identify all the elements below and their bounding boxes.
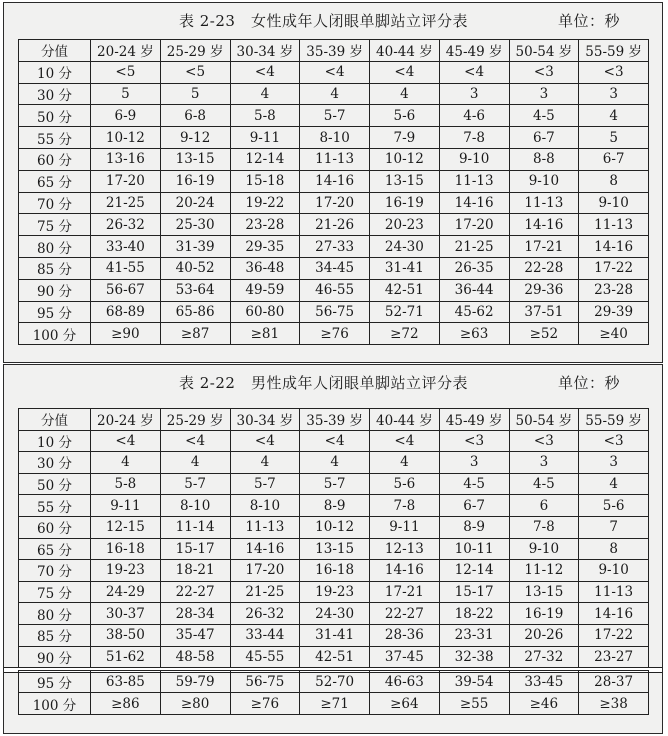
- seconds-cell: 39-54: [439, 671, 509, 693]
- seconds-cell: 23-28: [230, 214, 300, 236]
- seconds-cell: 5-6: [370, 473, 440, 495]
- seconds-cell: 60-80: [230, 301, 300, 323]
- seconds-cell: 56-67: [91, 279, 161, 301]
- age-group-header: 40-44 岁: [370, 40, 440, 62]
- table-row: [19, 105, 649, 127]
- seconds-cell: 17-20: [230, 560, 300, 582]
- score-cell: 90 分: [19, 279, 91, 301]
- score-cell: 50 分: [19, 105, 91, 127]
- seconds-cell: 5-6: [579, 495, 649, 517]
- seconds-cell: 28-36: [370, 624, 440, 646]
- seconds-cell: 8-9: [300, 495, 370, 517]
- seconds-cell: 22-28: [509, 257, 579, 279]
- age-group-header: 20-24 岁: [91, 409, 161, 431]
- table-row: [19, 323, 649, 345]
- seconds-cell: 11-13: [230, 516, 300, 538]
- seconds-cell: ≥90: [91, 323, 161, 345]
- seconds-cell: 32-38: [439, 646, 509, 668]
- age-group-header: 55-59 岁: [579, 409, 649, 431]
- seconds-cell: <5: [91, 61, 161, 83]
- male-table-body-continued: [19, 671, 649, 715]
- seconds-cell: 7-8: [509, 516, 579, 538]
- age-group-header: 50-54 岁: [509, 409, 579, 431]
- seconds-cell: 6: [509, 495, 579, 517]
- seconds-cell: 63-85: [91, 671, 161, 693]
- seconds-cell: 13-15: [160, 148, 230, 170]
- seconds-cell: 8-10: [160, 495, 230, 517]
- score-cell: 80 分: [19, 603, 91, 625]
- seconds-cell: <4: [91, 430, 161, 452]
- table-row: [19, 646, 649, 668]
- seconds-cell: <3: [509, 61, 579, 83]
- score-cell: 90 分: [19, 646, 91, 668]
- age-group-header: 30-34 岁: [230, 409, 300, 431]
- seconds-cell: 11-12: [509, 560, 579, 582]
- seconds-cell: ≥55: [439, 693, 509, 715]
- seconds-cell: 59-79: [160, 671, 230, 693]
- seconds-cell: 10-12: [300, 516, 370, 538]
- score-cell: 60 分: [19, 148, 91, 170]
- seconds-cell: 11-13: [579, 214, 649, 236]
- table-row: [19, 236, 649, 258]
- seconds-cell: <4: [160, 430, 230, 452]
- table-row: [19, 603, 649, 625]
- female-header-row: [19, 40, 649, 62]
- seconds-cell: 17-22: [579, 257, 649, 279]
- seconds-cell: 8-8: [509, 148, 579, 170]
- score-cell: 65 分: [19, 170, 91, 192]
- male-header-row: [19, 409, 649, 431]
- seconds-cell: 13-15: [509, 581, 579, 603]
- age-group-header: 35-39 岁: [300, 409, 370, 431]
- seconds-cell: 5: [91, 83, 161, 105]
- seconds-cell: 11-13: [509, 192, 579, 214]
- table-row: [19, 301, 649, 323]
- seconds-cell: 4-5: [439, 473, 509, 495]
- seconds-cell: 21-25: [230, 581, 300, 603]
- seconds-cell: 13-15: [370, 170, 440, 192]
- table-row: [19, 624, 649, 646]
- seconds-cell: 3: [509, 452, 579, 474]
- seconds-cell: 24-29: [91, 581, 161, 603]
- score-cell: 65 分: [19, 538, 91, 560]
- seconds-cell: 28-37: [579, 671, 649, 693]
- seconds-cell: 16-18: [91, 538, 161, 560]
- table-row: [19, 83, 649, 105]
- seconds-cell: ≥72: [370, 323, 440, 345]
- seconds-cell: 29-36: [509, 279, 579, 301]
- seconds-cell: 17-21: [370, 581, 440, 603]
- seconds-cell: 4: [579, 105, 649, 127]
- age-group-header: 45-49 岁: [439, 40, 509, 62]
- seconds-cell: 14-16: [579, 236, 649, 258]
- score-cell: 85 分: [19, 257, 91, 279]
- seconds-cell: 30-37: [91, 603, 161, 625]
- seconds-cell: 16-19: [509, 603, 579, 625]
- seconds-cell: 13-16: [91, 148, 161, 170]
- seconds-cell: 8-9: [439, 516, 509, 538]
- seconds-cell: <4: [230, 430, 300, 452]
- table-row: [19, 452, 649, 474]
- seconds-cell: 19-23: [300, 581, 370, 603]
- seconds-cell: 65-86: [160, 301, 230, 323]
- table-row: [19, 671, 649, 693]
- seconds-cell: 5-8: [91, 473, 161, 495]
- seconds-cell: 27-33: [300, 236, 370, 258]
- seconds-cell: 5-7: [160, 473, 230, 495]
- seconds-cell: 24-30: [300, 603, 370, 625]
- seconds-cell: 14-16: [579, 603, 649, 625]
- seconds-cell: <4: [300, 430, 370, 452]
- table-row: [19, 214, 649, 236]
- seconds-cell: 17-20: [439, 214, 509, 236]
- seconds-cell: 16-18: [300, 560, 370, 582]
- seconds-cell: 9-10: [439, 148, 509, 170]
- score-cell: 75 分: [19, 581, 91, 603]
- seconds-cell: 4: [91, 452, 161, 474]
- score-cell: 80 分: [19, 236, 91, 258]
- male-score-table-continued: [18, 670, 649, 715]
- seconds-cell: 5: [160, 83, 230, 105]
- score-cell: 55 分: [19, 127, 91, 149]
- age-group-header: 50-54 岁: [509, 40, 579, 62]
- seconds-cell: 21-25: [91, 192, 161, 214]
- seconds-cell: 6-7: [509, 127, 579, 149]
- seconds-cell: 5-6: [370, 105, 440, 127]
- seconds-cell: 49-59: [230, 279, 300, 301]
- seconds-cell: 3: [579, 452, 649, 474]
- seconds-cell: 12-14: [230, 148, 300, 170]
- seconds-cell: ≥71: [300, 693, 370, 715]
- seconds-cell: 23-27: [579, 646, 649, 668]
- seconds-cell: 6-7: [579, 148, 649, 170]
- seconds-cell: 20-24: [160, 192, 230, 214]
- female-score-table-panel: [3, 2, 663, 363]
- seconds-cell: 9-10: [509, 170, 579, 192]
- seconds-cell: 15-18: [230, 170, 300, 192]
- seconds-cell: 4-5: [509, 473, 579, 495]
- seconds-cell: 6-8: [160, 105, 230, 127]
- seconds-cell: 33-44: [230, 624, 300, 646]
- seconds-cell: 6-9: [91, 105, 161, 127]
- male-score-table: [18, 408, 649, 668]
- age-group-header: 25-29 岁: [160, 409, 230, 431]
- seconds-cell: 19-23: [91, 560, 161, 582]
- seconds-cell: 35-47: [160, 624, 230, 646]
- seconds-cell: 18-21: [160, 560, 230, 582]
- seconds-cell: 37-51: [509, 301, 579, 323]
- seconds-cell: 21-26: [300, 214, 370, 236]
- seconds-cell: 31-39: [160, 236, 230, 258]
- seconds-cell: <5: [160, 61, 230, 83]
- seconds-cell: 48-58: [160, 646, 230, 668]
- seconds-cell: 16-19: [160, 170, 230, 192]
- seconds-cell: 28-34: [160, 603, 230, 625]
- seconds-cell: 17-20: [91, 170, 161, 192]
- seconds-cell: 41-55: [91, 257, 161, 279]
- seconds-cell: 45-55: [230, 646, 300, 668]
- seconds-cell: <3: [509, 430, 579, 452]
- seconds-cell: 7-8: [370, 495, 440, 517]
- seconds-cell: 17-21: [509, 236, 579, 258]
- seconds-cell: 14-16: [509, 214, 579, 236]
- score-cell: 85 分: [19, 624, 91, 646]
- table-row: [19, 148, 649, 170]
- seconds-cell: <4: [439, 61, 509, 83]
- male-table-body: [19, 430, 649, 668]
- seconds-cell: 3: [579, 83, 649, 105]
- seconds-cell: 12-13: [370, 538, 440, 560]
- age-group-header: 45-49 岁: [439, 409, 509, 431]
- seconds-cell: 9-11: [91, 495, 161, 517]
- seconds-cell: 40-52: [160, 257, 230, 279]
- seconds-cell: 26-32: [91, 214, 161, 236]
- seconds-cell: 20-23: [370, 214, 440, 236]
- table-row: [19, 560, 649, 582]
- seconds-cell: ≥86: [91, 693, 161, 715]
- seconds-cell: 24-30: [370, 236, 440, 258]
- score-cell: 70 分: [19, 192, 91, 214]
- seconds-cell: 38-50: [91, 624, 161, 646]
- seconds-cell: 13-15: [300, 538, 370, 560]
- score-cell: 100 分: [19, 693, 91, 715]
- age-group-header: 25-29 岁: [160, 40, 230, 62]
- seconds-cell: 53-64: [160, 279, 230, 301]
- seconds-cell: 20-26: [509, 624, 579, 646]
- seconds-cell: 37-45: [370, 646, 440, 668]
- female-table-unit: 单位：秒: [557, 12, 620, 30]
- seconds-cell: 5-7: [300, 105, 370, 127]
- seconds-cell: <3: [579, 61, 649, 83]
- seconds-cell: 4-6: [439, 105, 509, 127]
- seconds-cell: <3: [579, 430, 649, 452]
- table-row: [19, 257, 649, 279]
- seconds-cell: 23-31: [439, 624, 509, 646]
- table-row: [19, 192, 649, 214]
- age-group-header: 20-24 岁: [91, 40, 161, 62]
- seconds-cell: 8-10: [230, 495, 300, 517]
- seconds-cell: 11-13: [579, 581, 649, 603]
- seconds-cell: ≥80: [160, 693, 230, 715]
- seconds-cell: <4: [370, 61, 440, 83]
- seconds-cell: 51-62: [91, 646, 161, 668]
- seconds-cell: 8: [579, 538, 649, 560]
- seconds-cell: 4: [370, 452, 440, 474]
- table-row: [19, 170, 649, 192]
- seconds-cell: 4: [230, 83, 300, 105]
- seconds-cell: <4: [300, 61, 370, 83]
- seconds-cell: 26-35: [439, 257, 509, 279]
- seconds-cell: ≥40: [579, 323, 649, 345]
- seconds-cell: 4: [579, 473, 649, 495]
- seconds-cell: 23-28: [579, 279, 649, 301]
- table-row: [19, 693, 649, 715]
- age-group-header: 30-34 岁: [230, 40, 300, 62]
- seconds-cell: 52-70: [300, 671, 370, 693]
- seconds-cell: 9-10: [509, 538, 579, 560]
- seconds-cell: 22-27: [160, 581, 230, 603]
- seconds-cell: 36-48: [230, 257, 300, 279]
- score-cell: 60 分: [19, 516, 91, 538]
- seconds-cell: 46-63: [370, 671, 440, 693]
- seconds-cell: <4: [370, 430, 440, 452]
- seconds-cell: 3: [439, 83, 509, 105]
- seconds-cell: ≥38: [579, 693, 649, 715]
- table-row: [19, 538, 649, 560]
- seconds-cell: 21-25: [439, 236, 509, 258]
- seconds-cell: 12-14: [439, 560, 509, 582]
- seconds-cell: 5: [579, 127, 649, 149]
- seconds-cell: <3: [439, 430, 509, 452]
- seconds-cell: 4-5: [509, 105, 579, 127]
- seconds-cell: 29-39: [579, 301, 649, 323]
- seconds-cell: 68-89: [91, 301, 161, 323]
- seconds-cell: 3: [439, 452, 509, 474]
- seconds-cell: 10-11: [439, 538, 509, 560]
- seconds-cell: 33-45: [509, 671, 579, 693]
- seconds-cell: 18-22: [439, 603, 509, 625]
- table-row: [19, 430, 649, 452]
- female-table-title: 表 2-23 女性成年人闭眼单脚站立评分表: [179, 12, 468, 30]
- seconds-cell: 9-10: [579, 192, 649, 214]
- seconds-cell: 4: [370, 83, 440, 105]
- seconds-cell: ≥81: [230, 323, 300, 345]
- seconds-cell: 4: [300, 83, 370, 105]
- score-column-header: 分值: [19, 40, 91, 62]
- score-cell: 10 分: [19, 430, 91, 452]
- age-group-header: 35-39 岁: [300, 40, 370, 62]
- table-row: [19, 516, 649, 538]
- seconds-cell: 4: [300, 452, 370, 474]
- seconds-cell: 22-27: [370, 603, 440, 625]
- score-cell: 30 分: [19, 452, 91, 474]
- score-cell: 55 分: [19, 495, 91, 517]
- seconds-cell: 56-75: [230, 671, 300, 693]
- seconds-cell: ≥52: [509, 323, 579, 345]
- seconds-cell: 15-17: [439, 581, 509, 603]
- seconds-cell: ≥87: [160, 323, 230, 345]
- score-cell: 95 分: [19, 671, 91, 693]
- seconds-cell: 14-16: [230, 538, 300, 560]
- seconds-cell: 12-15: [91, 516, 161, 538]
- seconds-cell: 7-8: [439, 127, 509, 149]
- seconds-cell: 11-13: [439, 170, 509, 192]
- age-group-header: 55-59 岁: [579, 40, 649, 62]
- seconds-cell: 5-7: [300, 473, 370, 495]
- seconds-cell: 6-7: [439, 495, 509, 517]
- score-cell: 30 分: [19, 83, 91, 105]
- seconds-cell: ≥63: [439, 323, 509, 345]
- seconds-cell: 9-10: [579, 560, 649, 582]
- table-row: [19, 127, 649, 149]
- table-row: [19, 473, 649, 495]
- score-cell: 75 分: [19, 214, 91, 236]
- seconds-cell: 8-10: [300, 127, 370, 149]
- seconds-cell: <4: [230, 61, 300, 83]
- seconds-cell: 5-7: [230, 473, 300, 495]
- seconds-cell: 3: [509, 83, 579, 105]
- seconds-cell: 52-71: [370, 301, 440, 323]
- seconds-cell: 31-41: [370, 257, 440, 279]
- score-cell: 100 分: [19, 323, 91, 345]
- age-group-header: 40-44 岁: [370, 409, 440, 431]
- seconds-cell: 4: [160, 452, 230, 474]
- seconds-cell: 10-12: [370, 148, 440, 170]
- female-score-table: [18, 39, 649, 345]
- seconds-cell: ≥46: [509, 693, 579, 715]
- seconds-cell: 8: [579, 170, 649, 192]
- seconds-cell: 45-62: [439, 301, 509, 323]
- table-row: [19, 61, 649, 83]
- seconds-cell: 16-19: [370, 192, 440, 214]
- seconds-cell: 34-45: [300, 257, 370, 279]
- seconds-cell: 25-30: [160, 214, 230, 236]
- seconds-cell: 33-40: [91, 236, 161, 258]
- seconds-cell: 9-12: [160, 127, 230, 149]
- seconds-cell: 5-8: [230, 105, 300, 127]
- male-score-table-panel: [3, 364, 663, 734]
- seconds-cell: ≥76: [230, 693, 300, 715]
- seconds-cell: 42-51: [300, 646, 370, 668]
- seconds-cell: ≥76: [300, 323, 370, 345]
- male-table-title: 表 2-22 男性成年人闭眼单脚站立评分表: [179, 374, 468, 392]
- seconds-cell: 17-20: [300, 192, 370, 214]
- seconds-cell: 7-9: [370, 127, 440, 149]
- score-cell: 95 分: [19, 301, 91, 323]
- seconds-cell: 46-55: [300, 279, 370, 301]
- seconds-cell: 19-22: [230, 192, 300, 214]
- seconds-cell: 11-14: [160, 516, 230, 538]
- male-table-caption: [4, 365, 662, 401]
- seconds-cell: 56-75: [300, 301, 370, 323]
- seconds-cell: 31-41: [300, 624, 370, 646]
- female-table-caption: [4, 3, 662, 39]
- female-table-body: [19, 61, 649, 344]
- male-table-unit: 单位：秒: [557, 374, 620, 392]
- seconds-cell: 9-11: [230, 127, 300, 149]
- seconds-cell: 9-11: [370, 516, 440, 538]
- seconds-cell: 27-32: [509, 646, 579, 668]
- seconds-cell: 14-16: [300, 170, 370, 192]
- score-column-header: 分值: [19, 409, 91, 431]
- seconds-cell: 11-13: [300, 148, 370, 170]
- seconds-cell: 14-16: [370, 560, 440, 582]
- table-row: [19, 581, 649, 603]
- seconds-cell: 42-51: [370, 279, 440, 301]
- table-row: [19, 279, 649, 301]
- seconds-cell: 29-35: [230, 236, 300, 258]
- seconds-cell: 14-16: [439, 192, 509, 214]
- table-row: [19, 495, 649, 517]
- score-cell: 50 分: [19, 473, 91, 495]
- male-table-header: [19, 409, 649, 431]
- score-cell: 10 分: [19, 61, 91, 83]
- seconds-cell: 26-32: [230, 603, 300, 625]
- seconds-cell: 10-12: [91, 127, 161, 149]
- female-table-header: [19, 40, 649, 62]
- seconds-cell: 15-17: [160, 538, 230, 560]
- score-cell: 70 分: [19, 560, 91, 582]
- seconds-cell: ≥64: [370, 693, 440, 715]
- seconds-cell: 17-22: [579, 624, 649, 646]
- seconds-cell: 7: [579, 516, 649, 538]
- seconds-cell: 4: [230, 452, 300, 474]
- seconds-cell: 36-44: [439, 279, 509, 301]
